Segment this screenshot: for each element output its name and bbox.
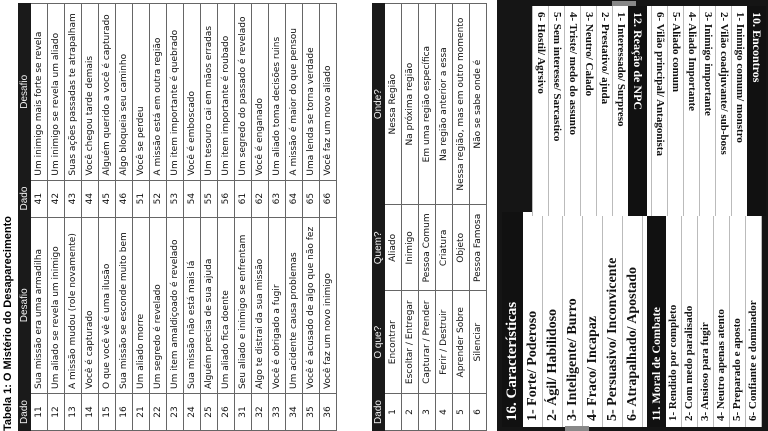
table-row <box>419 4 436 431</box>
table-cell: 13 <box>65 394 82 431</box>
table-row <box>252 4 269 431</box>
list-item: 2- Vilão coadjuvante/ sub-boss <box>715 6 731 216</box>
table-cell: Você é acusado de algo que não fez <box>303 217 320 393</box>
table-cell: Não se sabe onde é <box>470 4 487 205</box>
table-cell: Sua missão não está mais lá <box>184 217 201 393</box>
table-cell: Objeto <box>453 205 470 291</box>
col-header: Quem? <box>373 205 385 291</box>
table-cell: 43 <box>65 180 82 217</box>
list-item: 1- Forte/ Poderoso <box>523 212 543 427</box>
table-cell: 15 <box>99 394 116 431</box>
table-cell: 35 <box>303 394 320 431</box>
table-cell: A missão mudou (role novamente) <box>65 217 82 393</box>
table-cell: 51 <box>133 180 150 217</box>
table-cell: Um item importante é quebrado <box>167 4 184 181</box>
table-cell: 42 <box>48 180 65 217</box>
list-item: 6- Vilão principal/ Antagonista <box>651 6 667 216</box>
table-row <box>402 4 419 431</box>
table-cell: Um tesouro cai em mãos erradas <box>201 4 218 181</box>
table-cell: Um inimigo mais forte se revela <box>31 4 48 181</box>
list-item: 1- Interessado/ Surpreso <box>612 6 628 216</box>
table-cell: Você faz um novo aliado <box>320 4 337 181</box>
table-cell: 45 <box>99 180 116 217</box>
table-cell: Você é emboscado <box>184 4 201 181</box>
characteristics-title: 16. Características <box>502 212 523 427</box>
table-cell: Você é capturado <box>82 217 99 393</box>
table-cell: Seu aliado e inimigo se enfrentam <box>235 217 252 393</box>
table-cell: 21 <box>133 394 150 431</box>
reaction-title: 12. Reação de NPC <box>628 6 647 216</box>
list-item: 3- Inimigo importante <box>699 6 715 216</box>
table-cell: 23 <box>167 394 184 431</box>
table-cell: Criatura <box>436 205 453 291</box>
table-row <box>320 4 337 431</box>
table-cell: Aliado <box>385 205 402 291</box>
mission-table <box>372 3 487 431</box>
table-cell: Você se perdeu <box>133 4 150 181</box>
table-cell: 65 <box>303 180 320 217</box>
table-cell: 64 <box>286 180 303 217</box>
table-cell: Escoltar / Entregar <box>402 291 419 394</box>
table-cell: Sua missão se esconde muito bem <box>116 217 133 393</box>
list-item: 3- Neutro/ Calado <box>580 6 596 216</box>
table-cell: Pessoa Comum <box>419 205 436 291</box>
table-cell: Um aliado morre <box>133 217 150 393</box>
table-cell: 11 <box>31 394 48 431</box>
table-cell: A missão está em outra região <box>150 4 167 181</box>
table-cell: 33 <box>269 394 286 431</box>
table-cell: Capturar / Prender <box>419 291 436 394</box>
list-item: 3- Ansioso para fugir <box>698 212 714 427</box>
list-item: 1- Inimigo comum/ monstro <box>731 6 747 216</box>
table-cell: Um segredo do passado é revelado <box>235 4 252 181</box>
table-cell: Ferir / Destruir <box>436 291 453 394</box>
table-row <box>133 4 150 431</box>
table-cell: Um aliado se revela um inimigo <box>48 217 65 393</box>
resize-handle-icon[interactable] <box>612 1 636 6</box>
table-cell: 5 <box>453 394 470 431</box>
table-row <box>286 4 303 431</box>
table-cell: A missão é maior do que pensou <box>286 4 303 181</box>
table-cell: Suas ações passadas te atrapalham <box>65 4 82 181</box>
challenge-table <box>18 3 337 431</box>
moral-title: 11. Moral de Combate <box>647 212 666 427</box>
table-cell: Um aliado toma decisões ruins <box>269 4 286 181</box>
table-cell: Um item amaldiçoado é revelado <box>167 217 184 393</box>
col-header: Dado <box>19 180 31 217</box>
table-row <box>150 4 167 431</box>
table-cell: Algo te distrai da sua missão <box>252 217 269 393</box>
table-cell: 2 <box>402 394 419 431</box>
table-row <box>303 4 320 431</box>
table-cell: Alguém querido a você é capturado <box>99 4 116 181</box>
table-cell: 31 <box>235 394 252 431</box>
table-cell: Um segredo é revelado <box>150 217 167 393</box>
table-cell: 14 <box>82 394 99 431</box>
table-row <box>82 4 99 431</box>
list-item: 6- Hostil/ Agrsivo <box>532 6 548 216</box>
table-cell: Nessa Região <box>385 4 402 205</box>
list-item: 3- Inteligente/ Burro <box>563 212 583 427</box>
table-cell: 24 <box>184 394 201 431</box>
table-cell: 61 <box>235 180 252 217</box>
table-cell: 36 <box>320 394 337 431</box>
table-cell: Você é obrigado a fugir <box>269 217 286 393</box>
table-cell: 4 <box>436 394 453 431</box>
table-cell: Aprender Sobre <box>453 291 470 394</box>
table-cell: Nessa região, mas em outro momento <box>453 4 470 205</box>
table-cell: Um acidente causa problemas <box>286 217 303 393</box>
table-cell: Na região anterior a essa <box>436 4 453 205</box>
list-item: 5- Preparado e aposto <box>730 212 746 427</box>
table-cell: 63 <box>269 180 286 217</box>
table-cell: Você é enganado <box>252 4 269 181</box>
table-cell: Em uma região específica <box>419 4 436 205</box>
col-header: O que? <box>373 291 385 394</box>
list-item: 2- Prestativo/ ajuda <box>596 6 612 216</box>
list-item: 4- Fraco/ Incapaz <box>583 212 603 427</box>
list-item: 6- Atrapalhado/ Apostado <box>623 212 643 427</box>
table-row <box>99 4 116 431</box>
table-cell: 55 <box>201 180 218 217</box>
table-cell: 6 <box>470 394 487 431</box>
table-cell: Algo bloqueia seu caminho <box>116 4 133 181</box>
table-row <box>116 4 133 431</box>
list-item: 5- Sem interesse/ Sarcastico <box>548 6 564 216</box>
list-item: 5- Aliado comum <box>667 6 683 216</box>
col-header: Desafio <box>19 217 31 393</box>
encounters-title: 10. Encontros <box>747 6 766 216</box>
table-cell: 1 <box>385 394 402 431</box>
resize-handle-icon[interactable] <box>565 426 589 431</box>
table-cell: Você faz um novo inimigo <box>320 217 337 393</box>
table-row <box>218 4 235 431</box>
table-row <box>453 4 470 431</box>
col-header: Dado <box>373 394 385 431</box>
table-cell: 34 <box>286 394 303 431</box>
table-cell: 12 <box>48 394 65 431</box>
table-row <box>269 4 286 431</box>
table-row <box>235 4 252 431</box>
table-cell: 3 <box>419 394 436 431</box>
list-item: 2- Com medo paralisado <box>682 212 698 427</box>
list-item: 2- Ágil/ Habilidoso <box>543 212 563 427</box>
list-item: 4- Triste/ medo do assunto <box>564 6 580 216</box>
table-cell: 56 <box>218 180 235 217</box>
col-header: Desafio <box>19 4 31 181</box>
table-row <box>385 4 402 431</box>
table-cell: 54 <box>184 180 201 217</box>
table-cell: 26 <box>218 394 235 431</box>
table-cell: 32 <box>252 394 269 431</box>
table-cell: 16 <box>116 394 133 431</box>
table-cell: 41 <box>31 180 48 217</box>
table-cell: 62 <box>252 180 269 217</box>
table-cell: 52 <box>150 180 167 217</box>
table-cell: Um aliado fica doente <box>218 217 235 393</box>
table-cell: Uma lenda se torna verdade <box>303 4 320 181</box>
table-cell: 44 <box>82 180 99 217</box>
table-row <box>184 4 201 431</box>
table-cell: Você chegou tarde demais <box>82 4 99 181</box>
table-cell: Encontrar <box>385 291 402 394</box>
col-header: Dado <box>19 394 31 431</box>
table-cell: 46 <box>116 180 133 217</box>
table-row <box>436 4 453 431</box>
table-cell: Na próxima região <box>402 4 419 205</box>
table-cell: Alguém precisa de sua ajuda <box>201 217 218 393</box>
table-cell: Sua missão era uma armadilha <box>31 217 48 393</box>
list-item: 4- Aliado Importante <box>683 6 699 216</box>
page-title: Tabela 1: O Mistério do Desaparecimento <box>2 216 14 431</box>
table-cell: Um item importante é roubado <box>218 4 235 181</box>
table-cell: Inimigo <box>402 205 419 291</box>
table-row <box>31 4 48 431</box>
table-row <box>201 4 218 431</box>
table-cell: 25 <box>201 394 218 431</box>
table-cell: Um inimigo se revela um aliado <box>48 4 65 181</box>
list-item: 6- Confiante e dominador <box>746 212 762 427</box>
encounters-card <box>532 6 766 216</box>
list-item: 4- Neutro apenas atento <box>714 212 730 427</box>
table-row <box>470 4 487 431</box>
table-row <box>167 4 184 431</box>
table-cell: 22 <box>150 394 167 431</box>
list-item: 1- Rendido por completo <box>666 212 682 427</box>
characteristics-card <box>502 212 762 427</box>
table-cell: Pessoa Famosa <box>470 205 487 291</box>
list-item: 5- Persuasivo/ Inconvicente <box>603 212 623 427</box>
col-header: Onde? <box>373 4 385 205</box>
table-cell: O que você vê é uma ilusão <box>99 217 116 393</box>
table-row <box>48 4 65 431</box>
table-cell: Silenciar <box>470 291 487 394</box>
table-cell: 66 <box>320 180 337 217</box>
table-cell: 53 <box>167 180 184 217</box>
table-row <box>65 4 82 431</box>
